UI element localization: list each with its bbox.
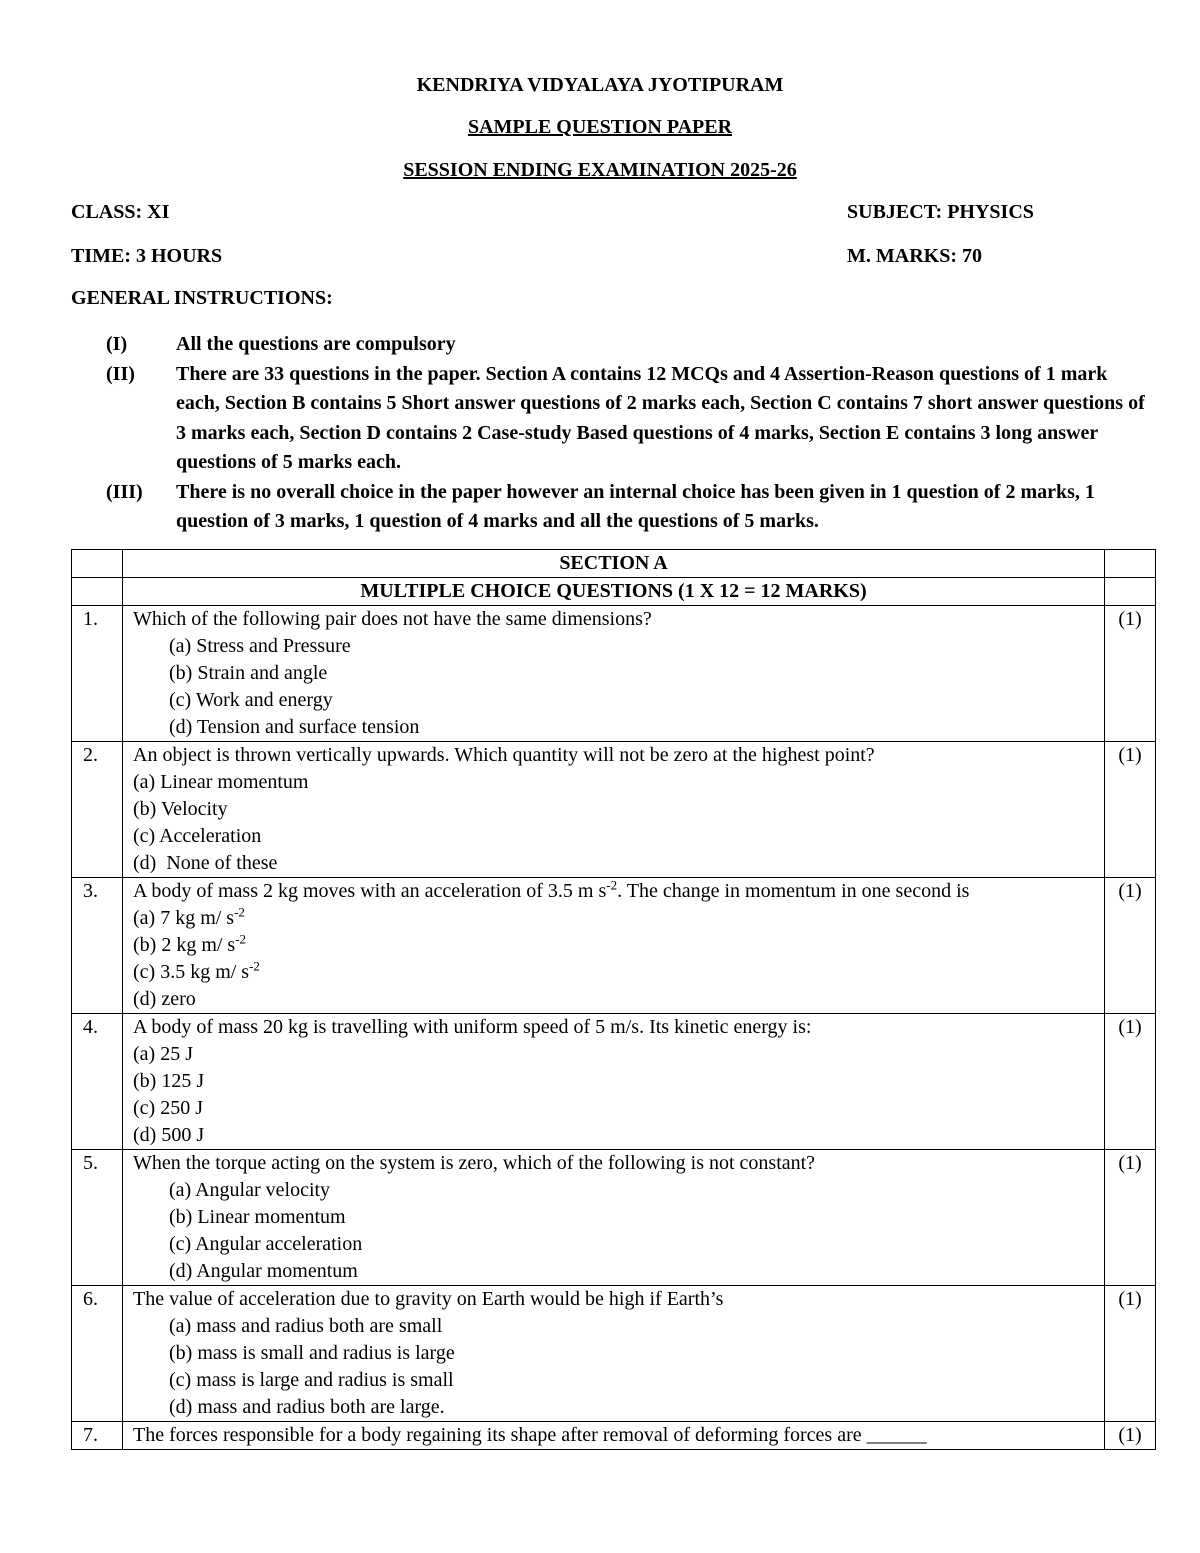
question-marks: (1) (1105, 1150, 1156, 1286)
question-marks: (1) (1105, 1014, 1156, 1150)
max-marks-label: M. MARKS: 70 (847, 245, 982, 267)
question-text: The forces responsible for a body regaining its shape after removal of deforming forces are ______ (133, 1424, 927, 1446)
question-marks: (1) (1105, 1422, 1156, 1450)
question-text: An object is thrown vertically upwards. Which quantity will not be zero at the highest point? (133, 744, 875, 766)
question-number: 6. (72, 1286, 123, 1422)
question-body (123, 1150, 1105, 1286)
option: (d) None of these (133, 852, 278, 874)
instructions-title: GENERAL INSTRUCTIONS: (71, 287, 333, 309)
option: (c) 250 J (133, 1097, 203, 1119)
instruction-text: There is no overall choice in the paper however an internal choice has been given in 1 question of 2 marks, 1 question of 3 marks, 1 question of 4 marks and all the questions of 5 marks. (176, 480, 1095, 532)
question-body (123, 1422, 1105, 1450)
instruction-text: All the questions are compulsory (176, 333, 456, 355)
question-number: 3. (72, 878, 123, 1014)
option: (b) Linear momentum (169, 1206, 346, 1228)
question-body (123, 878, 1105, 1014)
instruction-text: There are 33 questions in the paper. Section A contains 12 MCQs and 4 Assertion-Reason questions of 1 mark each, Section B contains 5 Short answer questions of 2 marks each, Section C contains 7 short answer questions of 3 marks each, Section D contains 2 Case-study Based questions of 4 marks, Section E contains 3 long answer questions of 5 marks each. (176, 362, 1145, 473)
exam-title: SESSION ENDING EXAMINATION 2025-26 (403, 159, 797, 181)
option: (b) Velocity (133, 798, 228, 820)
option: (a) mass and radius both are small (169, 1315, 443, 1337)
question-body (123, 742, 1105, 878)
instructions-list (106, 330, 1156, 537)
section-subtitle-row (72, 578, 1156, 606)
class-label: CLASS: XI (71, 201, 170, 223)
option: (c) mass is large and radius is small (169, 1369, 454, 1391)
question-number: 1. (72, 606, 123, 742)
section-subtitle: MULTIPLE CHOICE QUESTIONS (1 X 12 = 12 MARKS) (123, 578, 1105, 606)
question-body (123, 606, 1105, 742)
option: (c) Work and energy (169, 689, 333, 711)
time-label: TIME: 3 HOURS (71, 245, 223, 267)
option: (d) mass and radius both are large. (169, 1396, 445, 1418)
option: (c) 3.5 kg m/ $s^{-2}$ (133, 958, 260, 983)
question-marks: (1) (1105, 742, 1156, 878)
question-row (72, 1422, 1156, 1450)
question-text: A body of mass 2 kg moves with an acceleration of 3.5 m $s^{-2}$. The change in momentum in one second is (133, 877, 970, 902)
instruction-item (106, 360, 1156, 478)
option: (a) Linear momentum (133, 771, 309, 793)
question-number: 2. (72, 742, 123, 878)
option: (a) 7 kg m/ $s^{-2}$ (133, 904, 245, 929)
option: (d) zero (133, 988, 196, 1010)
question-row (72, 606, 1156, 742)
instruction-item (106, 478, 1156, 537)
question-marks: (1) (1105, 878, 1156, 1014)
section-title-row (72, 550, 1156, 578)
option: (b) Strain and angle (169, 662, 328, 684)
option: (a) Stress and Pressure (169, 635, 351, 657)
question-number: 5. (72, 1150, 123, 1286)
question-body (123, 1286, 1105, 1422)
question-body (123, 1014, 1105, 1150)
questions-table (71, 549, 1156, 1450)
question-row (72, 1150, 1156, 1286)
question-row (72, 742, 1156, 878)
question-text: The value of acceleration due to gravity on Earth would be high if Earth’s (133, 1288, 724, 1310)
question-marks: (1) (1105, 1286, 1156, 1422)
option: (d) Tension and surface tension (169, 716, 420, 738)
instruction-number: (I) (106, 333, 128, 355)
option: (d) Angular momentum (169, 1260, 358, 1282)
question-text: When the torque acting on the system is zero, which of the following is not constant? (133, 1152, 816, 1174)
paper-title: SAMPLE QUESTION PAPER (467, 116, 733, 138)
option: (a) 25 J (133, 1043, 193, 1065)
option: (b) 125 J (133, 1070, 205, 1092)
question-text: A body of mass 20 kg is travelling with uniform speed of 5 m/s. Its kinetic energy is: (133, 1016, 812, 1038)
instruction-item (106, 330, 1156, 360)
question-row (72, 878, 1156, 1014)
option: (d) 500 J (133, 1124, 205, 1146)
question-number: 4. (72, 1014, 123, 1150)
instruction-number: (II) (106, 362, 135, 385)
school-name: KENDRIYA VIDYALAYA JYOTIPURAM (416, 74, 784, 96)
question-row (72, 1286, 1156, 1422)
question-row (72, 1014, 1156, 1150)
question-marks: (1) (1105, 606, 1156, 742)
option: (a) Angular velocity (169, 1179, 331, 1201)
question-text: Which of the following pair does not have the same dimensions? (133, 608, 652, 630)
subject-label: SUBJECT: PHYSICS (847, 201, 1034, 223)
question-number: 7. (72, 1422, 123, 1450)
superscript: -2 (606, 877, 618, 893)
option: (b) mass is small and radius is large (169, 1342, 455, 1364)
option: (b) 2 kg m/ $s^{-2}$ (133, 931, 247, 956)
option: (c) Angular acceleration (169, 1233, 363, 1255)
option: (c) Acceleration (133, 825, 262, 847)
instruction-number: (III) (106, 480, 143, 503)
section-title: SECTION A (123, 550, 1105, 578)
